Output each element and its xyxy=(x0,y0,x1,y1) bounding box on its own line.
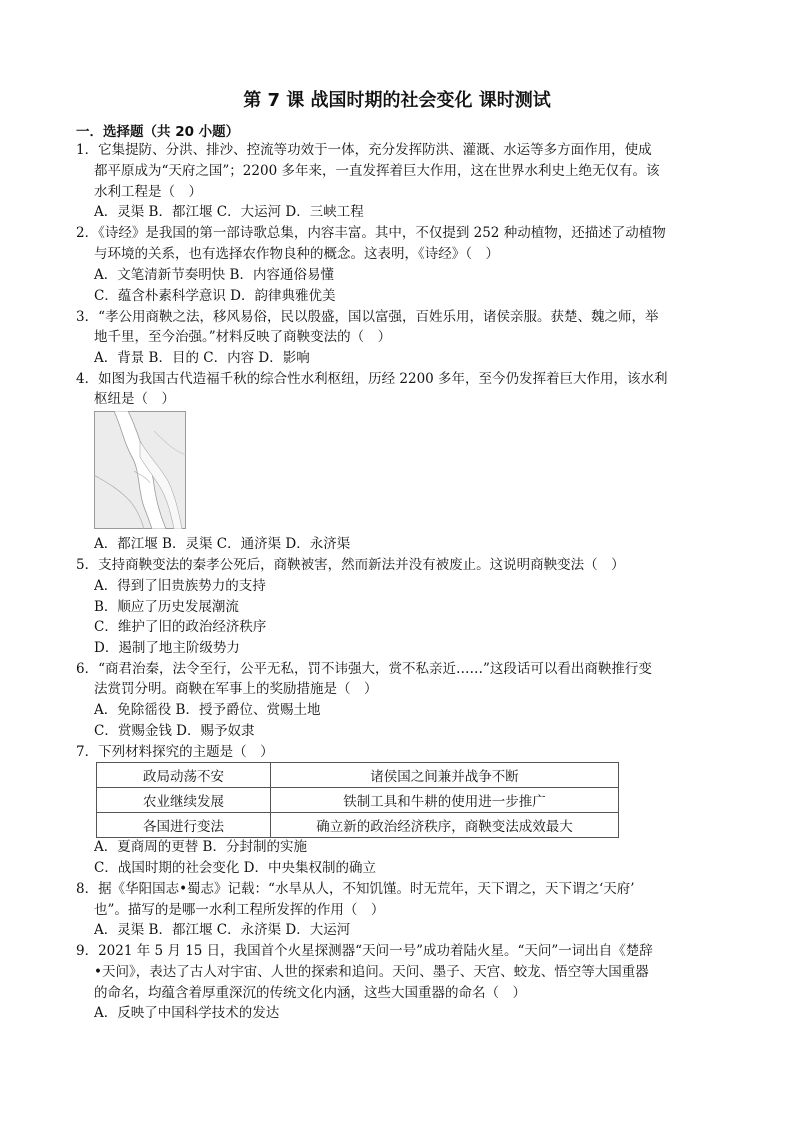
question-6-line-2: 法赏罚分明。商鞅在军事上的奖励措施是（ ） xyxy=(94,681,378,697)
question-7-options-1: A．夏商周的更替 B．分封制的实施 xyxy=(94,839,307,855)
question-9-line-1: 9．2021 年 5 月 15 日，我国首个火星探测器“天问一号”成功着陆火星。“天问”一词出自《楚辞 xyxy=(76,943,653,959)
question-1-options: A．灵渠 B．都江堰 C．大运河 D．三峡工程 xyxy=(94,204,364,220)
question-7-options-2: C．战国时期的社会变化 D．中央集权制的确立 xyxy=(94,860,376,876)
question-9-line-2: •天问》，表达了古人对宇宙、人世的探索和追问。天问、墨子、天宫、蛟龙、悟空等大国重器 xyxy=(94,964,649,980)
question-6-options-2: C．赏赐金钱 D．赐予奴隶 xyxy=(94,723,255,739)
question-8-options: A．灵渠 B．都江堰 C．永济渠 D．大运河 xyxy=(94,922,351,938)
table-row xyxy=(97,763,619,788)
question-5-option-b: B．顺应了历史发展潮流 xyxy=(94,599,239,615)
table-cell: 各国进行变法 xyxy=(97,813,271,838)
question-1-line-3: 水利工程是（ ） xyxy=(94,184,202,200)
question-5-line-1: 5．支持商鞅变法的秦孝公死后，商鞅被害，然而新法并没有被废止。这说明商鞅变法（ ） xyxy=(76,557,625,573)
table-cell: 确立新的政治经济秩序，商鞅变法成效最大 xyxy=(271,813,619,838)
question-3-line-2: 地千里，至今治强。”材料反映了商鞅变法的（ ） xyxy=(94,329,392,345)
table-cell: 政局动荡不安 xyxy=(97,763,271,788)
table-cell: 诸侯国之间兼并战争不断 xyxy=(271,763,619,788)
question-2-line-2: 与环境的关系，也有选择农作物良种的概念。这表明，《诗经》（ ） xyxy=(94,246,499,262)
question-4-line-2: 枢纽是（ ） xyxy=(94,391,175,407)
table-cell: 农业继续发展 xyxy=(97,788,271,813)
table-row xyxy=(97,788,619,813)
question-1-line-2: 都平原成为“天府之国”；2200 多年来，一直发挥着巨大作用，这在世界水利史上绝无仅有。该 xyxy=(94,163,660,179)
question-7-line-1: 7．下列材料探究的主题是（ ） xyxy=(76,744,274,760)
river-map-image xyxy=(94,411,186,529)
question-5-option-a: A．得到了旧贵族势力的支持 xyxy=(94,578,266,594)
question-8-line-2: 也”。描写的是哪一水利工程所发挥的作用（ ） xyxy=(94,902,385,918)
question-9-line-3: 的命名，均蕴含着厚重深沉的传统文化内涵，这些大国重器的命名（ ） xyxy=(94,985,526,1001)
table-row xyxy=(97,813,619,838)
table-cell: 铁制工具和牛耕的使用进一步推广 xyxy=(271,788,619,813)
question-3-options: A．背景 B．目的 C．内容 D．影响 xyxy=(94,350,310,366)
question-6-options-1: A．免除徭役 B．授予爵位、赏赐土地 xyxy=(94,702,321,718)
question-3-line-1: 3．“孝公用商鞅之法，移风易俗，民以殷盛，国以富强，百姓乐用，诸侯亲服。获楚、魏之师，举 xyxy=(76,309,659,325)
question-5-option-d: D．遏制了地主阶级势力 xyxy=(94,640,240,656)
question-5-option-c: C．维护了旧的政治经济秩序 xyxy=(94,619,267,635)
question-2-options-1: A．文笔清新节奏明快 B．内容通俗易懂 xyxy=(94,267,334,283)
question-2-options-2: C．蕴含朴素科学意识 D．韵律典雅优美 xyxy=(94,288,336,304)
question-1-line-1: 1．它集提防、分洪、排沙、控流等功效于一体，充分发挥防洪、灌溉、水运等多方面作用，使成 xyxy=(76,142,652,158)
section-heading: 一．选择题（共 20 小题） xyxy=(76,124,240,140)
question-8-line-1: 8．据《华阳国志•蜀志》记载：“水旱从人，不知饥馑。时无荒年，天下谓之，天下谓之‘天府’ xyxy=(76,881,635,897)
question-4-line-1: 4．如图为我国古代造福千秋的综合性水利枢纽，历经 2200 多年，至今仍发挥着巨大作用，该水利 xyxy=(76,371,668,387)
page-title: 第 7 课 战国时期的社会变化 课时测试 xyxy=(243,90,551,111)
question-6-line-1: 6．“商君治秦，法令至行，公平无私，罚不讳强大，赏不私亲近……”这段话可以看出商鞅推行变 xyxy=(76,661,652,677)
question-7-table xyxy=(96,762,619,838)
question-2-line-1: 2．《诗经》是我国的第一部诗歌总集，内容丰富。其中，不仅提到 252 种动植物，还描述了动植物 xyxy=(76,225,666,241)
question-4-options: A．都江堰 B．灵渠 C．通济渠 D．永济渠 xyxy=(94,536,351,552)
question-9-option-a: A．反映了中国科学技术的发达 xyxy=(94,1005,280,1021)
